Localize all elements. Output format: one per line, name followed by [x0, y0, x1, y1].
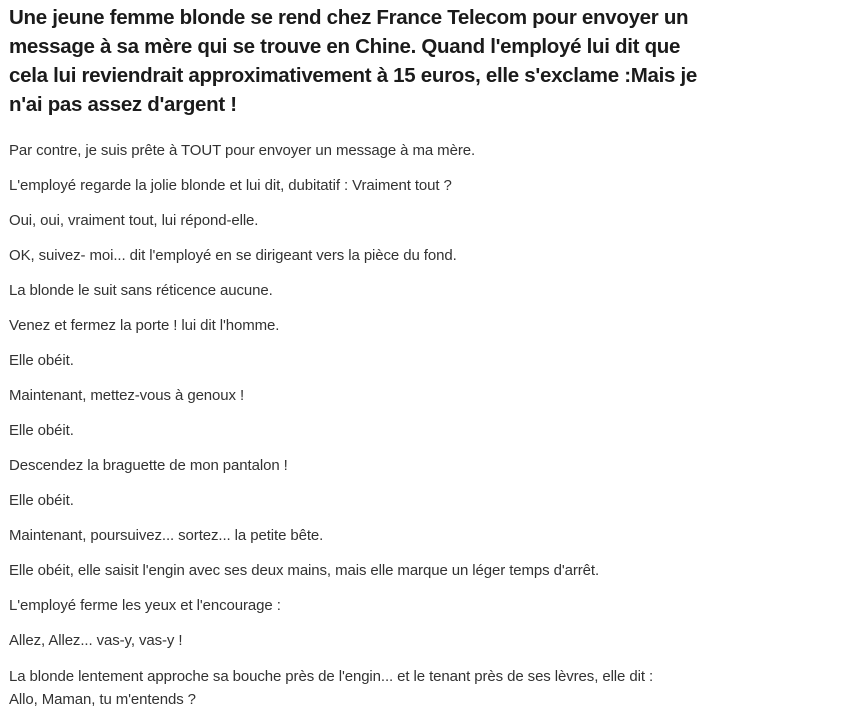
paragraph: Par contre, je suis prête à TOUT pour envoyer un message à ma mère. [9, 142, 476, 159]
paragraph: Maintenant, mettez-vous à genoux ! [9, 387, 245, 404]
heading-line: message à sa mère qui se trouve en Chine. Quand l'employé lui dit que [9, 35, 681, 58]
paragraph: L'employé regarde la jolie blonde et lui dit, dubitatif : Vraiment tout ? [9, 177, 452, 194]
paragraph: Elle obéit. [9, 492, 74, 509]
paragraph: La blonde le suit sans réticence aucune. [9, 282, 273, 299]
paragraph: Elle obéit. [9, 352, 74, 369]
heading-line: n'ai pas assez d'argent ! [9, 93, 237, 116]
page-title [9, 3, 832, 119]
paragraph: Oui, oui, vraiment tout, lui répond-elle. [9, 212, 259, 229]
heading-line: cela lui reviendrait approximativement à 15 euros, elle s'exclame :Mais je [9, 64, 697, 87]
paragraph: Elle obéit, elle saisit l'engin avec ses deux mains, mais elle marque un léger temps d'arrêt. [9, 562, 600, 579]
heading-line: Une jeune femme blonde se rend chez France Telecom pour envoyer un [9, 6, 689, 29]
paragraph: L'employé ferme les yeux et l'encourage : [9, 597, 281, 614]
paragraph-line: La blonde lentement approche sa bouche près de l'engin... et le tenant près de ses lèvres, elle dit : [9, 668, 654, 685]
paragraph: Maintenant, poursuivez... sortez... la petite bête. [9, 527, 324, 544]
paragraph: Allez, Allez... vas-y, vas-y ! [9, 632, 183, 649]
paragraph: OK, suivez- moi... dit l'employé en se dirigeant vers la pièce du fond. [9, 247, 457, 264]
paragraph: Elle obéit. [9, 422, 74, 439]
paragraph-line: Allo, Maman, tu m'entends ? [9, 691, 196, 708]
paragraph: Venez et fermez la porte ! lui dit l'homme. [9, 317, 280, 334]
paragraph: Descendez la braguette de mon pantalon ! [9, 457, 288, 474]
paragraph-last [9, 665, 832, 711]
